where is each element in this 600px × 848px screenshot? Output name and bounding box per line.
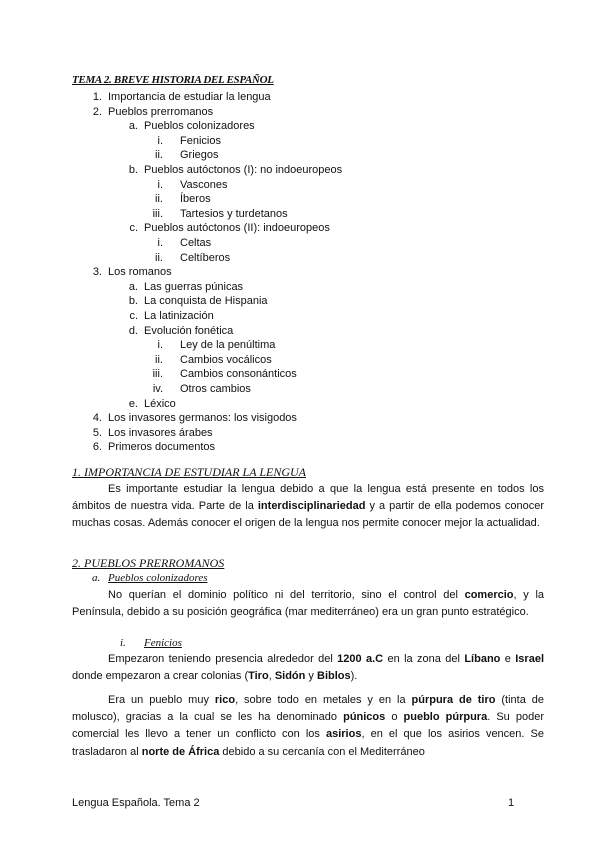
toc-item: Léxico <box>144 397 176 410</box>
toc-item-number: ii. <box>155 149 163 162</box>
subsection-a-number: a. <box>92 572 101 584</box>
toc-item-number: a. <box>128 280 138 293</box>
toc-item: Fenicios <box>180 134 221 147</box>
toc-item-number: c. <box>129 310 138 322</box>
toc-item-number: c. <box>129 222 138 235</box>
toc-item-number: ii. <box>155 251 163 264</box>
toc-item: Las guerras púnicas <box>144 280 244 293</box>
toc-item: Tartesios y turdetanos <box>180 207 288 220</box>
toc-item: Cambios consonánticos <box>180 368 297 381</box>
toc-item-number: b. <box>128 295 138 308</box>
toc-item-number: a. <box>128 120 138 133</box>
toc-item-number: e. <box>128 397 138 410</box>
toc-item: Ley de la penúltima <box>180 339 276 352</box>
toc-item-number: i. <box>157 237 163 249</box>
toc-item-number: ii. <box>155 353 163 366</box>
toc-item-number: 6. <box>92 441 102 454</box>
toc-item-number: i. <box>157 339 163 352</box>
toc-item: La latinización <box>144 310 214 322</box>
toc-item: Celtas <box>180 237 212 249</box>
toc-item: Íberos <box>180 193 211 206</box>
toc-item: Pueblos colonizadores <box>144 120 255 133</box>
toc-item: La conquista de Hispania <box>144 295 268 308</box>
toc-item-number: b. <box>128 164 138 176</box>
toc-item: Pueblos autóctonos (I): no indoeuropeos <box>144 164 343 176</box>
toc-item-number: 1. <box>92 91 102 103</box>
toc-item: Evolución fonética <box>144 324 234 337</box>
pueblos-colonizadores-paragraph: No querían el dominio político ni del territorio, sino el control del comercio, y la Península, debido a su posición geográfica (mar mediterráneo) era un gran punto estratégico. <box>72 589 545 619</box>
toc-item-number: 4. <box>92 412 102 425</box>
toc-item-number: 3. <box>92 266 102 279</box>
toc-item-number: 2. <box>92 105 102 118</box>
toc-item-number: d. <box>128 324 138 337</box>
toc-item: Otros cambios <box>180 383 251 395</box>
toc-item-number: 5. <box>92 426 102 439</box>
fenicios-paragraph-1: Empezaron teniendo presencia alrededor del 1200 a.C en la zona del Líbano e Israel donde empezaron a crear colonias (Tiro, Sidón y Biblos). <box>72 653 544 683</box>
document-title: TEMA 2. BREVE HISTORIA DEL ESPAÑOL <box>72 74 274 86</box>
toc-item: Vascones <box>180 178 228 191</box>
toc-item-number: i. <box>157 178 163 191</box>
section-1-heading: 1. IMPORTANCIA DE ESTUDIAR LA LENGUA <box>72 465 306 479</box>
subsection-i-number: i. <box>120 637 126 649</box>
page-number: 1 <box>508 797 515 809</box>
toc-item-number: ii. <box>155 193 163 206</box>
toc-item: Los invasores germanos: los visigodos <box>108 412 297 425</box>
toc-item-number: iii. <box>152 207 163 220</box>
section-1-paragraph: Es importante estudiar la lengua debido a que la lengua está presente en todos los ámbitos de nuestra vida. Parte de la interdisciplinariedad y a partir de ella podemos conocer muchas cosas. Además conocer el origen de la lengua nos permite conocer mejor la actualidad. <box>72 483 544 530</box>
toc-item: Pueblos prerromanos <box>108 105 214 118</box>
section-2-heading: 2. PUEBLOS PRERROMANOS <box>72 556 225 570</box>
toc-item: Primeros documentos <box>108 441 215 454</box>
footer-title: Lengua Española. Tema 2 <box>72 797 200 809</box>
subsection-fenicios-heading: Fenicios <box>144 637 182 649</box>
toc-item-number: iii. <box>152 368 163 381</box>
toc-item: Griegos <box>180 149 219 162</box>
subsection-a-heading: Pueblos colonizadores <box>108 572 208 584</box>
toc-item-number: i. <box>157 134 163 147</box>
fenicios-paragraph-2: Era un pueblo muy rico, sobre todo en metales y en la púrpura de tiro (tinta de molusco), gracias a la cual se les ha denominado púnicos o pueblo púrpura. Su poder comercial les llevo a tener un conflicto con los asirios, en el que los asirios vencen. Se trasladaron al norte de África debido a su cercanía con el Mediterráneo <box>72 694 545 758</box>
toc-item: Celtíberos <box>180 251 231 264</box>
toc-item: Cambios vocálicos <box>180 353 272 366</box>
toc-item: Los invasores árabes <box>108 426 213 439</box>
toc-item: Los romanos <box>108 266 172 279</box>
toc-item: Importancia de estudiar la lengua <box>108 91 271 103</box>
toc-item: Pueblos autóctonos (II): indoeuropeos <box>144 222 330 235</box>
toc-item-number: iv. <box>152 383 163 395</box>
